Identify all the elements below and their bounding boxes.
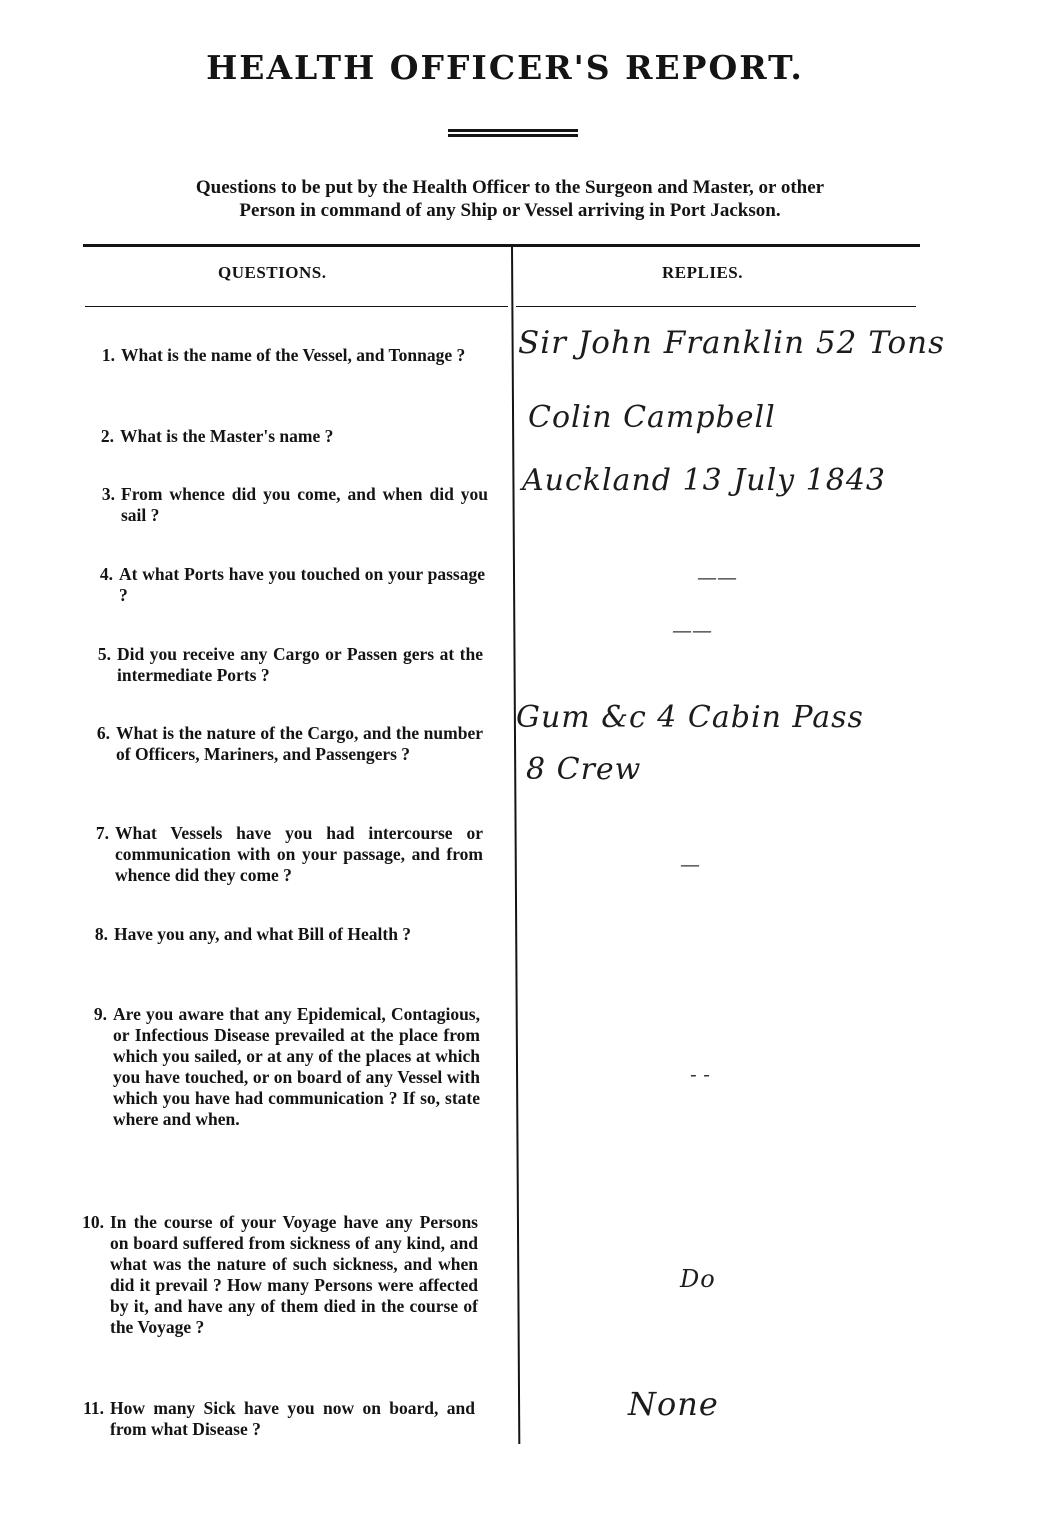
reply-1: Sir John Franklin 52 Tons: [518, 325, 946, 361]
questions-header-rule: [85, 306, 508, 307]
column-divider: [511, 246, 520, 1444]
reply-6-cargo: Gum &c 4 Cabin Pass: [516, 700, 864, 735]
question-number: 11.: [83, 1398, 104, 1418]
question-1: [101, 345, 481, 366]
question-number: 7.: [95, 823, 109, 843]
question-number: 5.: [97, 644, 111, 664]
subtitle: [60, 176, 960, 222]
question-4: [99, 564, 485, 606]
reply-6-crew: 8 Crew: [526, 752, 642, 787]
question-text: Did you receive any Cargo or Passen gers at the intermediate Ports ?: [117, 644, 483, 685]
reply-10: Do: [680, 1265, 716, 1293]
question-text: Have you any, and what Bill of Health ?: [114, 924, 412, 944]
reply-3: Auckland 13 July 1843: [522, 463, 886, 498]
subtitle-line-1: Questions to be put by the Health Officer to the Surgeon and Master, or other: [195, 177, 825, 198]
question-9: [93, 1004, 480, 1130]
subtitle-line-2: Person in command of any Ship or Vessel arriving in Port Jackson.: [239, 200, 781, 221]
question-2: [100, 426, 480, 447]
question-text: From whence did you come, and when did you sail ?: [121, 484, 488, 525]
question-3: [101, 484, 488, 526]
question-10: [82, 1212, 478, 1338]
question-number: 4.: [99, 564, 113, 584]
question-6: [96, 723, 483, 765]
replies-header-rule: [516, 306, 916, 307]
question-11: [83, 1398, 475, 1440]
question-text: How many Sick have you now on board, and from what Disease ?: [110, 1398, 475, 1439]
question-number: 1.: [101, 345, 115, 365]
question-text: What is the Master's name ?: [120, 426, 334, 446]
reply-7: —: [680, 852, 700, 876]
questions-header: QUESTIONS.: [218, 263, 327, 282]
table-top-rule: [83, 244, 920, 247]
reply-11: None: [628, 1385, 719, 1423]
reply-4: ——: [697, 565, 737, 589]
question-number: 9.: [93, 1004, 107, 1024]
question-number: 2.: [100, 426, 114, 446]
question-text: Are you aware that any Epidemical, Contagious, or Infectious Disease prevailed at the place from which you sailed, or at any of the places at which you have touched, or on board of any Vessel with which you have had communication ? If so, state where and when.: [113, 1004, 480, 1129]
question-7: [95, 823, 483, 886]
question-text: In the course of your Voyage have any Persons on board suffered from sickness of any kind, and what was the nature of such sickness, and when did it prevail ? How many Persons were affected by it, and have any of them died in the course of the Voyage ?: [110, 1212, 478, 1337]
question-number: 8.: [94, 924, 108, 944]
question-5: [97, 644, 483, 686]
title-double-rule: [448, 129, 578, 137]
question-text: What is the nature of the Cargo, and the number of Officers, Mariners, and Passengers ?: [116, 723, 483, 764]
question-number: 3.: [101, 484, 115, 504]
replies-header: REPLIES.: [662, 263, 743, 282]
question-number: 10.: [82, 1212, 104, 1232]
question-text: What is the name of the Vessel, and Tonnage ?: [121, 345, 466, 365]
reply-5: ——: [672, 618, 712, 642]
reply-9: - -: [690, 1062, 710, 1086]
question-text: What Vessels have you had intercourse or communication with on your passage, and from whence did they come ?: [115, 823, 483, 885]
question-text: At what Ports have you touched on your passage ?: [119, 564, 485, 605]
question-number: 6.: [96, 723, 110, 743]
reply-2: Colin Campbell: [528, 400, 776, 435]
question-8: [94, 924, 482, 945]
page-title: HEALTH OFFICER'S REPORT.: [206, 48, 804, 87]
